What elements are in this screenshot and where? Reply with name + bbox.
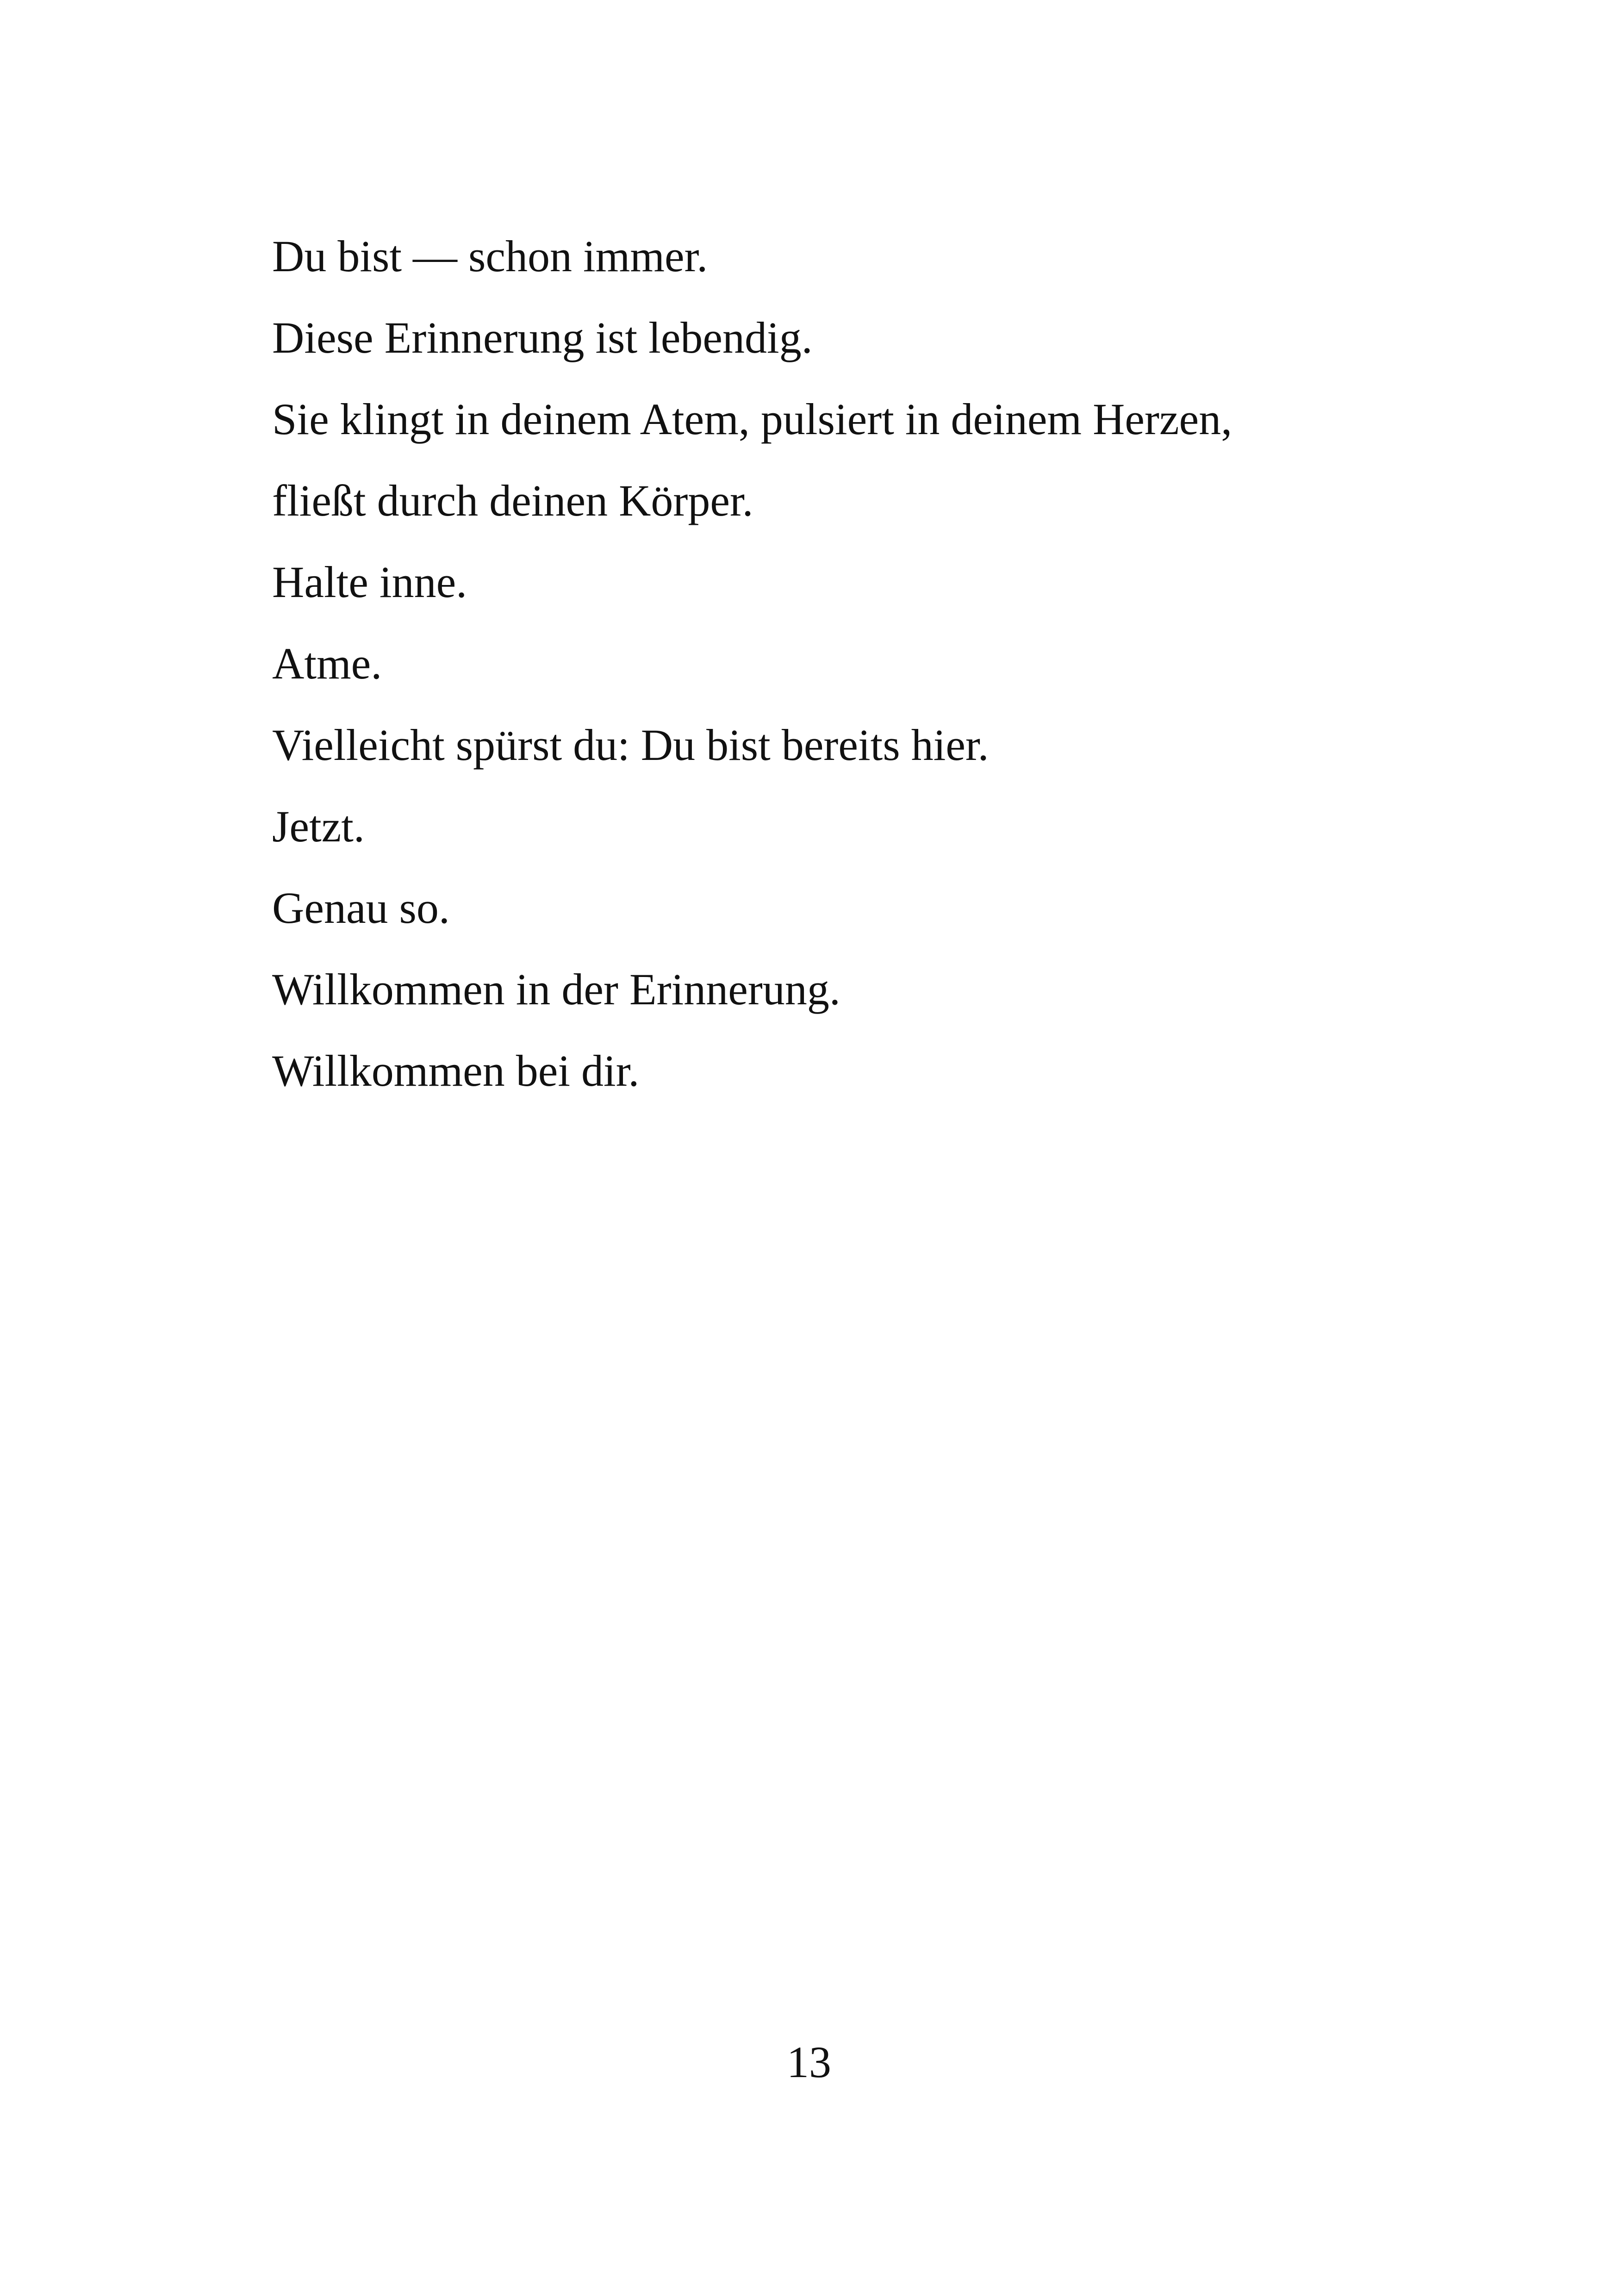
- text-line: fließt durch deinen Körper.: [272, 476, 753, 525]
- page-number: 13: [787, 2037, 831, 2087]
- text-line: Vielleicht spürst du: Du bist bereits hier.: [272, 720, 989, 770]
- text-line: Atme.: [272, 639, 382, 688]
- text-line: Halte inne.: [272, 557, 467, 607]
- text-line: Diese Erinnerung ist lebendig.: [272, 313, 813, 362]
- text-line: Jetzt.: [272, 802, 365, 851]
- text-line: Genau so.: [272, 883, 450, 933]
- body-text: [272, 216, 1429, 1112]
- text-line: Willkommen bei dir.: [272, 1046, 640, 1095]
- text-line: Sie klingt in deinem Atem, pulsiert in deinem Herzen,: [272, 394, 1232, 444]
- text-line: Du bist — schon immer.: [272, 231, 708, 281]
- text-line: Willkommen in der Erinnerung.: [272, 964, 840, 1014]
